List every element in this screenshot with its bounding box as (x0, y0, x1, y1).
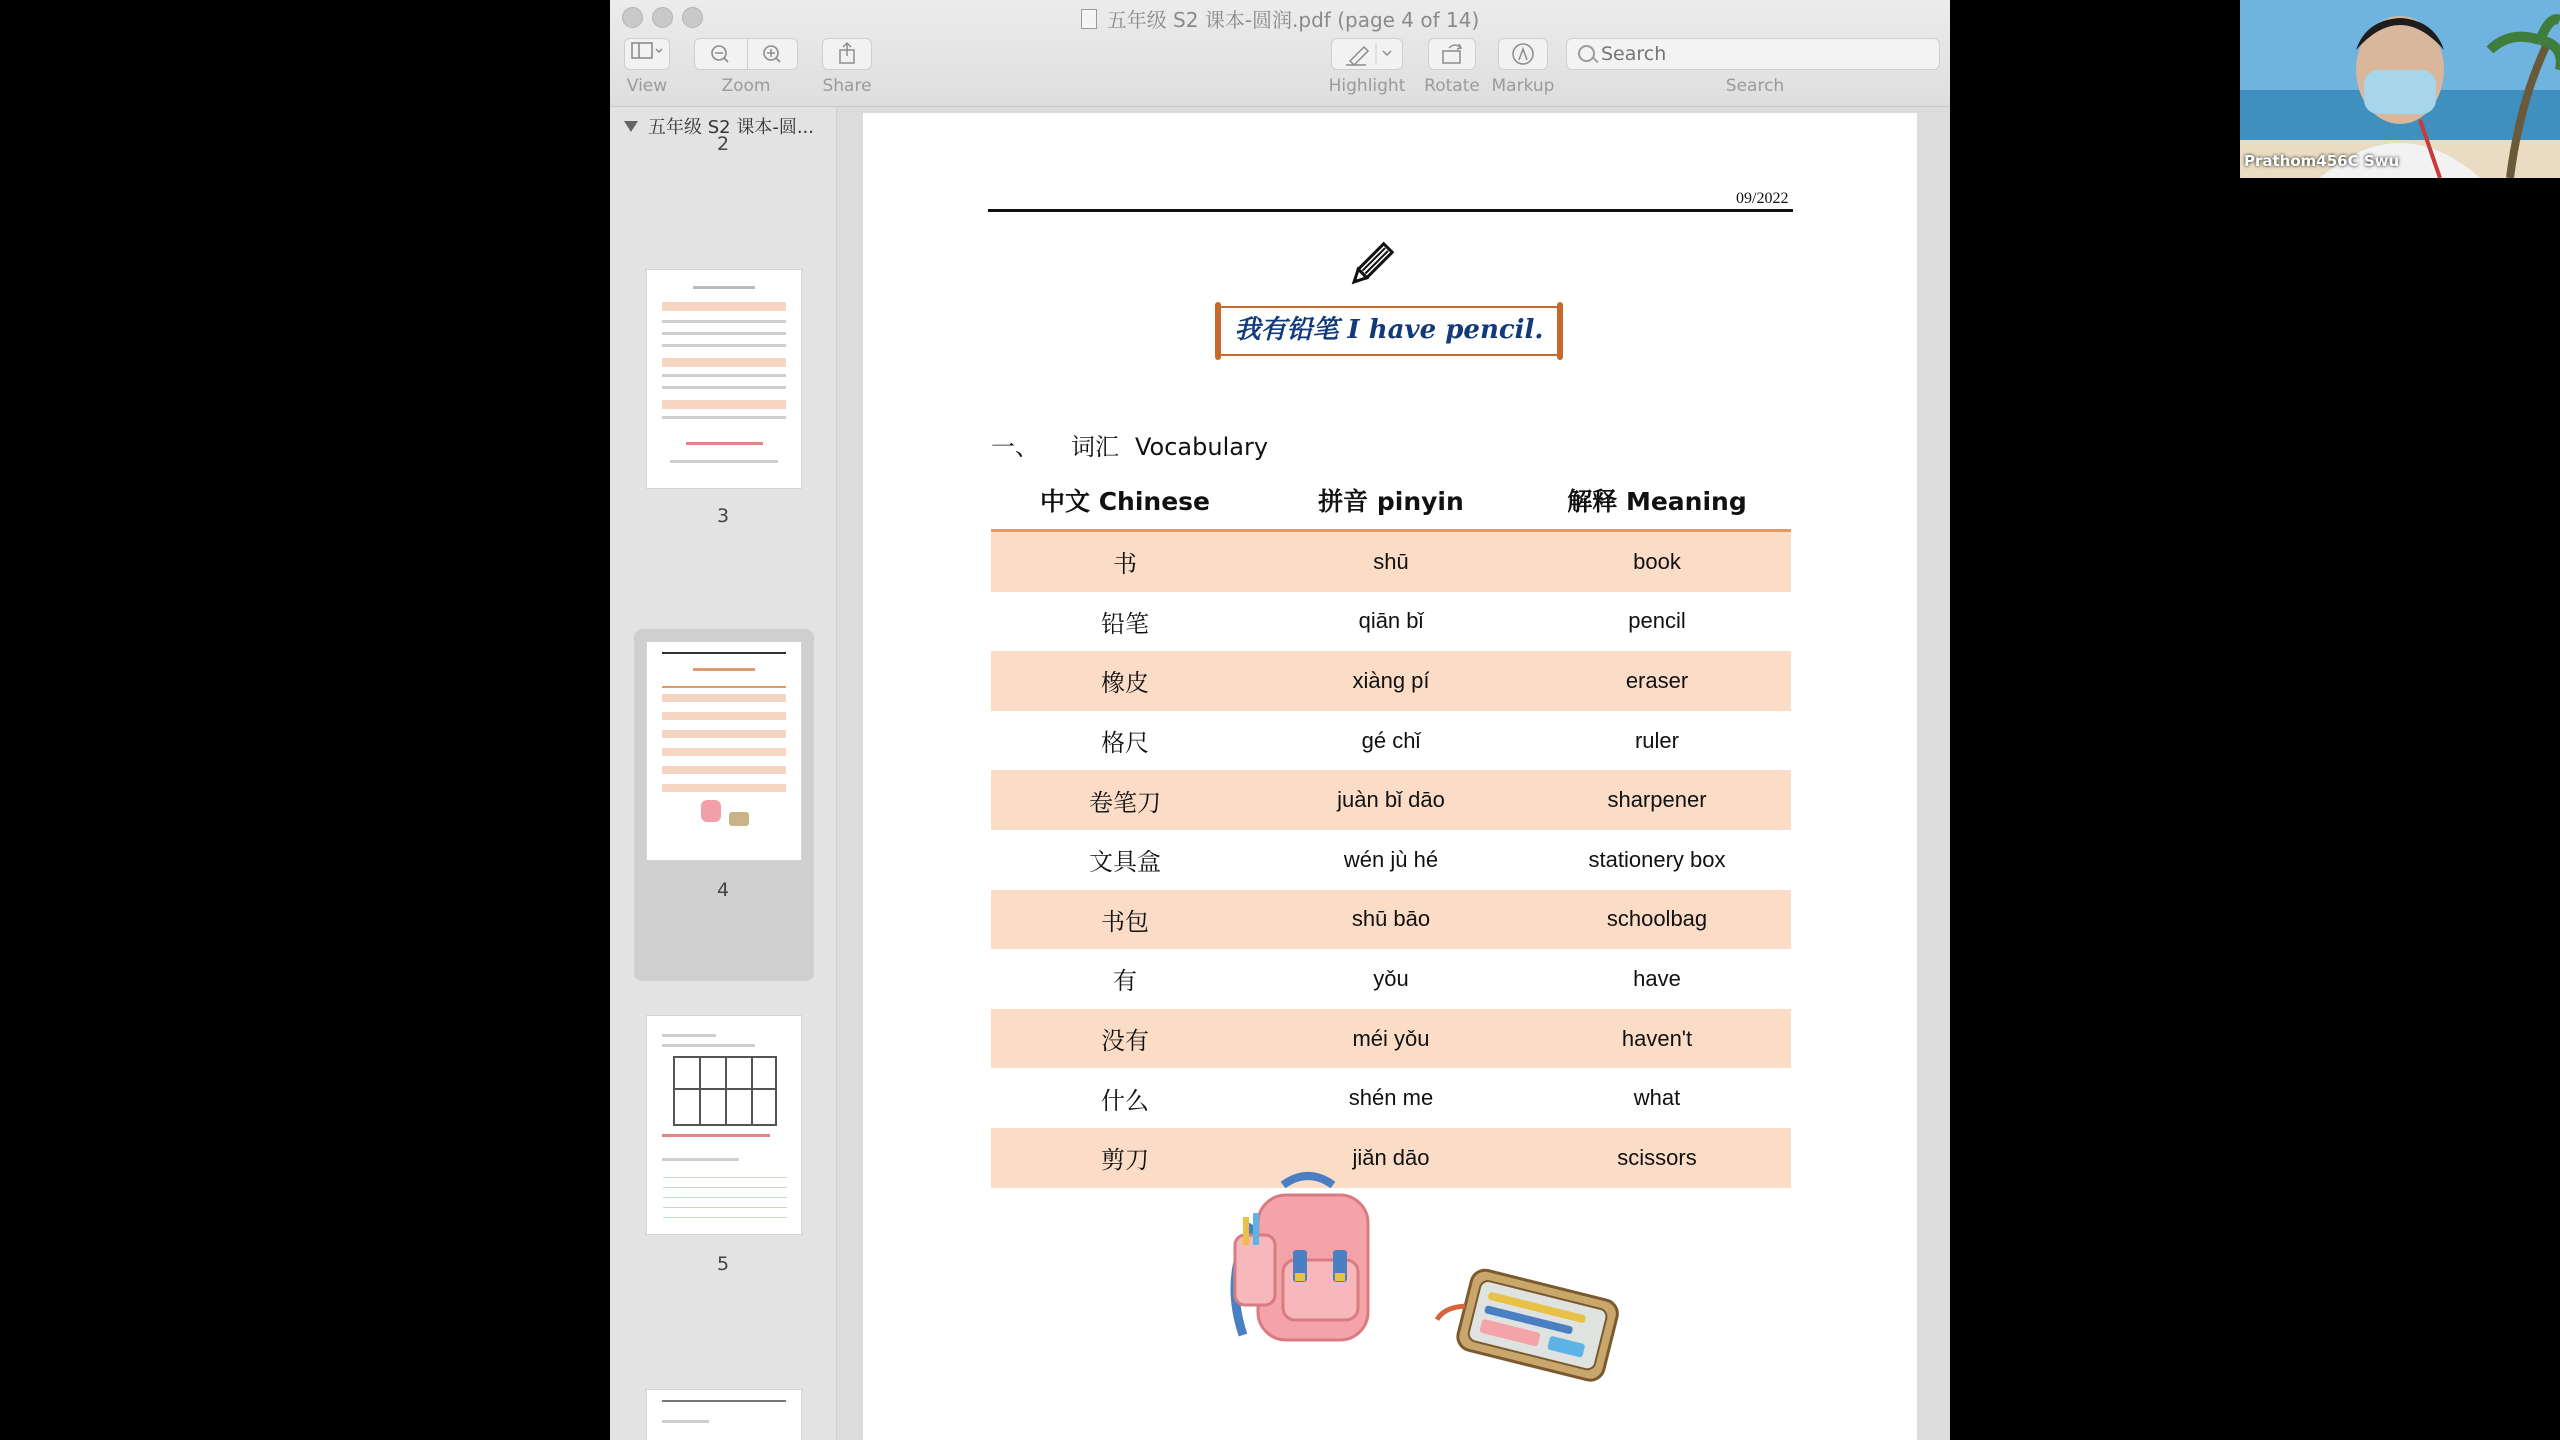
meaning-cell: what (1633, 1085, 1681, 1111)
table-row (991, 890, 1791, 950)
search-icon (1578, 45, 1595, 62)
page-number-label: 5 (716, 1253, 730, 1275)
thumbnail-sidebar (610, 107, 837, 1440)
sidebar-document-header[interactable]: 五年级 S2 课本-圆... (624, 113, 814, 139)
meaning-cell: sharpener (1523, 770, 1791, 830)
page-thumbnail-6[interactable] (646, 1389, 802, 1440)
meaning-cell: ruler (1634, 727, 1679, 753)
highlight-label: Highlight (1328, 76, 1406, 96)
backpack-icon (1213, 1165, 1403, 1355)
header-rule (988, 209, 1793, 212)
zoom-label: Zoom (721, 76, 771, 96)
zoom-control (694, 38, 798, 70)
table-row (991, 1009, 1791, 1069)
chinese-cell: 有 (1113, 967, 1137, 996)
search-label: Search (1725, 76, 1785, 96)
meaning-cell: stationery box (1588, 846, 1726, 872)
highlight-pen-icon (1332, 39, 1402, 69)
share-button[interactable] (822, 38, 872, 70)
page-number-label: 2 (716, 133, 730, 155)
pinyin-cell: jiǎn dāo (1259, 1128, 1523, 1188)
page-thumbnail-5[interactable] (646, 1015, 802, 1235)
zoom-out-icon (695, 39, 747, 69)
participant-name-label: Prathom456C Swu (2244, 152, 2400, 170)
markup-button[interactable] (1498, 38, 1548, 70)
zoom-out-button[interactable] (695, 39, 748, 69)
meaning-cell: eraser (1523, 651, 1791, 711)
meaning-cell: book (1523, 531, 1791, 592)
rotate-button[interactable] (1428, 38, 1476, 70)
lesson-title-banner: 我有铅笔 I have pencil. (1219, 306, 1559, 356)
markup-label: Markup (1491, 76, 1555, 96)
pinyin-cell: wén jù hé (1343, 846, 1439, 872)
vocabulary-table (991, 471, 1791, 1188)
chinese-cell: 什么 (1101, 1086, 1149, 1115)
chinese-cell: 没有 (991, 1009, 1259, 1069)
zoom-in-icon (747, 39, 799, 69)
chinese-cell: 铅笔 (1101, 609, 1149, 638)
meaning-cell: scissors (1523, 1128, 1791, 1188)
search-input[interactable] (1566, 38, 1940, 70)
chinese-cell: 剪刀 (991, 1128, 1259, 1188)
page-thumbnail-3[interactable] (646, 269, 802, 489)
sidebar-toggle-icon (629, 39, 665, 63)
document-view[interactable] (837, 107, 1950, 1440)
window-title: 五年级 S2 课本-圆润.pdf (page 4 of 14) (610, 4, 1950, 33)
table-row (991, 949, 1791, 1009)
pinyin-cell: qiān bǐ (1358, 608, 1424, 634)
chinese-cell: 格尺 (1101, 729, 1149, 758)
pinyin-cell: xiàng pí (1259, 651, 1523, 711)
rotate-label: Rotate (1424, 76, 1480, 96)
pinyin-cell: shū bāo (1259, 890, 1523, 950)
table-row (991, 592, 1791, 652)
table-row (991, 531, 1791, 592)
chinese-cell: 文具盒 (1089, 848, 1161, 877)
meaning-cell: have (1633, 965, 1681, 991)
chinese-cell: 书 (991, 531, 1259, 592)
table-header-row (991, 471, 1791, 531)
chinese-cell: 卷笔刀 (991, 770, 1259, 830)
table-row (991, 651, 1791, 711)
column-header-pinyin: 拼音 pinyin (1259, 471, 1523, 531)
pencil-case-icon (1433, 1253, 1633, 1393)
pdf-page (863, 113, 1917, 1440)
pdf-document-icon (1081, 9, 1097, 29)
meaning-cell: haven't (1523, 1009, 1791, 1069)
meaning-cell: pencil (1628, 608, 1686, 634)
table-row (991, 1068, 1791, 1128)
column-header-chinese: 中文 Chinese (991, 471, 1259, 531)
share-label: Share (822, 76, 872, 96)
pinyin-cell: yǒu (1373, 965, 1409, 991)
view-label: View (626, 76, 668, 96)
disclosure-triangle-icon[interactable] (624, 121, 638, 132)
page-number-label: 3 (716, 505, 730, 527)
chinese-cell: 书包 (991, 890, 1259, 950)
preview-window (610, 0, 1950, 1440)
table-row (991, 770, 1791, 830)
page-number-label: 4 (610, 879, 836, 901)
zoom-in-button[interactable] (747, 39, 799, 69)
section-heading: 一、 词汇 Vocabulary (991, 433, 1269, 461)
pinyin-cell: juàn bǐ dāo (1259, 770, 1523, 830)
chinese-cell: 橡皮 (991, 651, 1259, 711)
view-button[interactable] (624, 38, 670, 70)
rotate-icon (1429, 39, 1475, 69)
share-icon (823, 39, 871, 69)
pinyin-cell: shén me (1348, 1085, 1434, 1111)
page-thumbnail-4[interactable] (646, 641, 802, 861)
markup-icon (1499, 39, 1547, 69)
meaning-cell: schoolbag (1523, 890, 1791, 950)
page-date: 09/2022 (1736, 190, 1789, 207)
column-header-meaning: 解释 Meaning (1523, 471, 1791, 531)
highlight-button[interactable] (1331, 38, 1403, 70)
pencil-icon (1347, 239, 1395, 291)
pinyin-cell: méi yǒu (1259, 1009, 1523, 1069)
pinyin-cell: shū (1259, 531, 1523, 592)
table-row (991, 830, 1791, 890)
pinyin-cell: gé chǐ (1361, 727, 1421, 753)
title-bar (610, 0, 1950, 107)
table-row (991, 711, 1791, 771)
